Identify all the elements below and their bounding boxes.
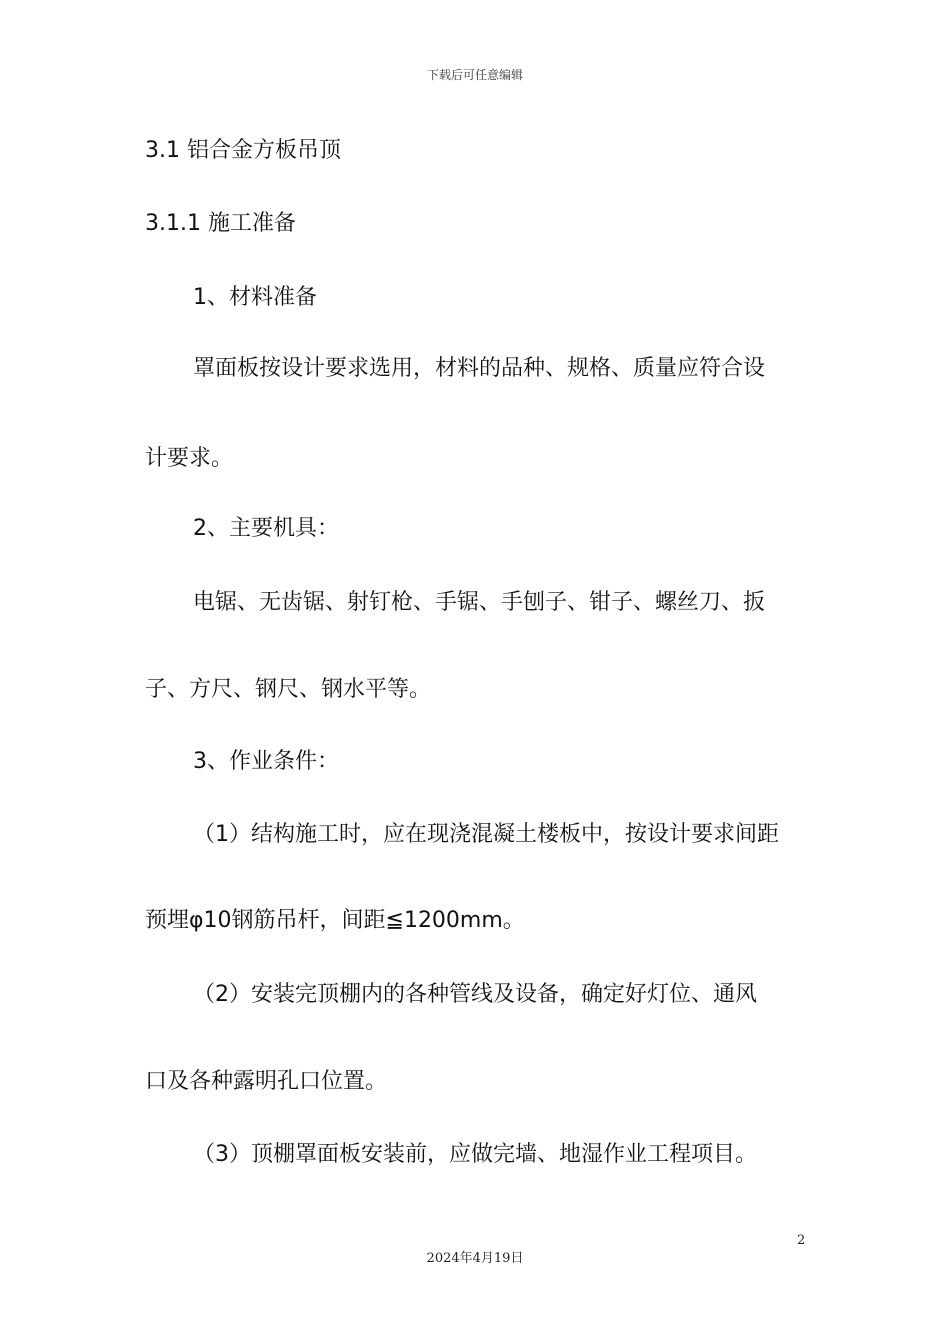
item3-heading: 3、作业条件：: [193, 749, 339, 774]
condition2-line2: 口及各种露明孔口位置。: [145, 1069, 388, 1094]
item1-text-line1: 罩面板按设计要求选用，材料的品种、规格、质量应符合设: [193, 356, 766, 381]
condition1-line2: 预埋φ10钢筋吊杆，间距≦1200mm。: [145, 908, 525, 933]
item1-heading: 1、材料准备: [193, 285, 317, 310]
page-number: 2: [797, 1233, 806, 1248]
footer-date: 2024年4月19日: [426, 1251, 524, 1266]
item1-text-line2: 计要求。: [145, 446, 234, 471]
item2-text-line1: 电锯、无齿锯、射钉枪、手锯、手刨子、钳子、螺丝刀、扳: [193, 590, 766, 615]
item2-text-line2: 子、方尺、钢尺、钢水平等。: [145, 677, 432, 702]
header-note: 下载后可任意编辑: [426, 68, 523, 82]
section-title: 3.1 铝合金方板吊顶: [145, 138, 341, 163]
condition2-line1: （2）安装完顶棚内的各种管线及设备，确定好灯位、通风: [193, 982, 757, 1007]
item2-heading: 2、主要机具：: [193, 516, 339, 541]
condition1-line1: （1）结构施工时，应在现浇混凝土楼板中，按设计要求间距: [193, 822, 779, 847]
subsection-title: 3.1.1 施工准备: [145, 211, 296, 236]
condition3-line1: （3）顶棚罩面板安装前，应做完墙、地湿作业工程项目。: [193, 1142, 757, 1167]
